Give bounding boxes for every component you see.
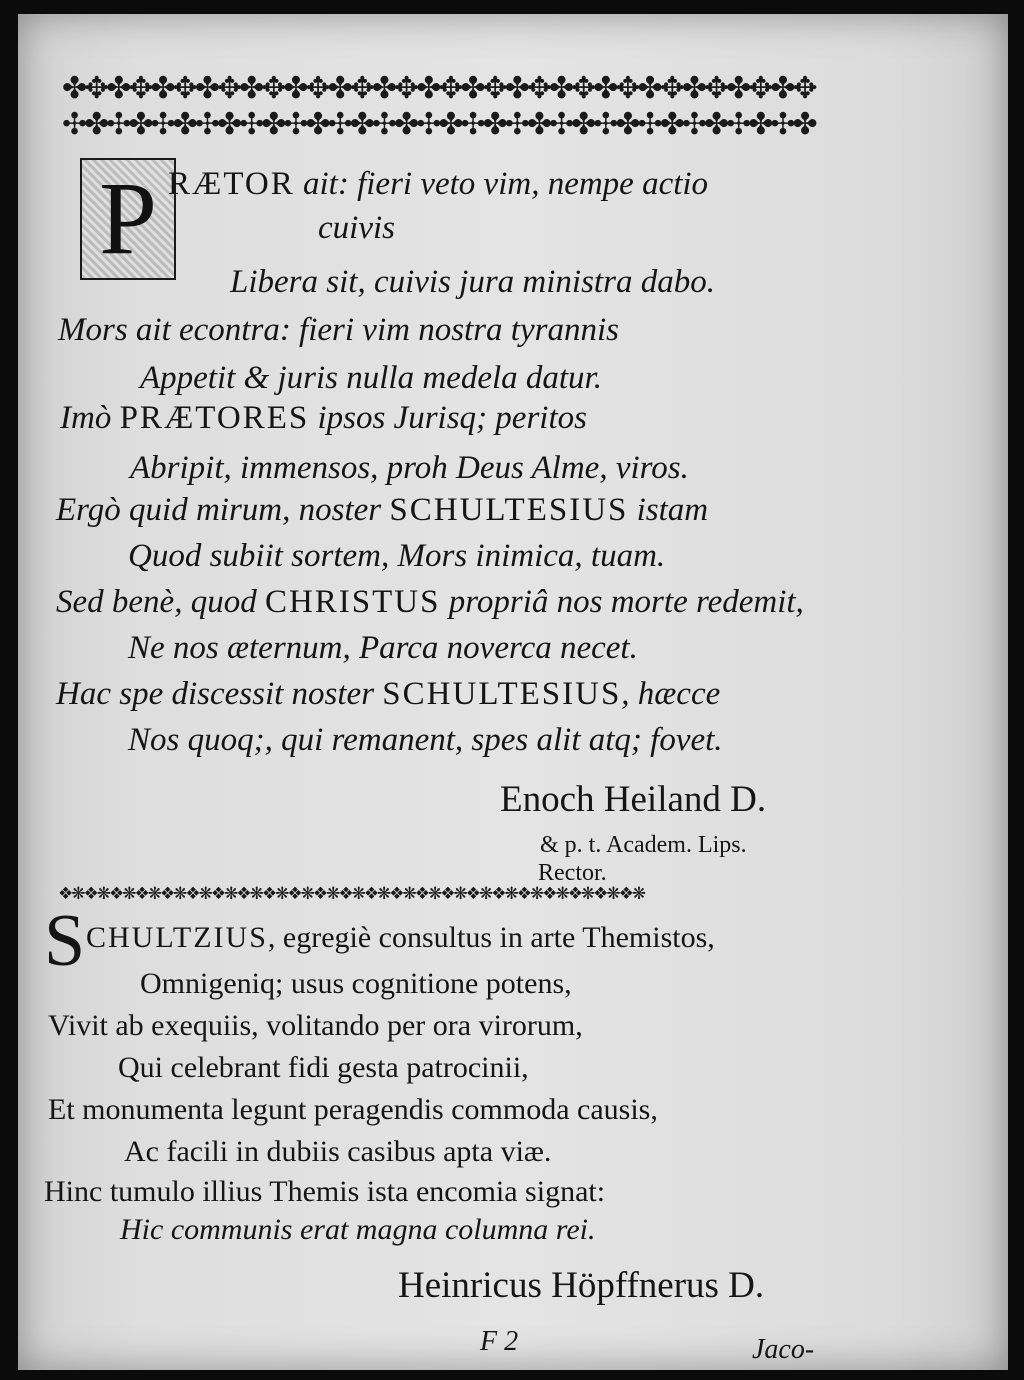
poem1-line-9: Sed benè, quod CHRISTUS propriâ nos morte redemit, [56, 584, 804, 620]
decorated-initial-p: P [80, 158, 176, 280]
poem1-line-1-cont: cuivis [318, 210, 395, 246]
poem2-line-2: Omnigeniq; usus cognitione potens, [140, 967, 572, 1000]
poem1-line-5: Imò PRÆTORES ipsos Jurisq; peritos [60, 400, 587, 436]
poem1-line-10: Ne nos æternum, Parca noverca necet. [128, 630, 638, 666]
poem1-line-8: Quod subiit sortem, Mors inimica, tuam. [128, 538, 666, 574]
poem2-line-8: Hic communis erat magna columna rei. [120, 1213, 596, 1246]
signature-1-affiliation: & p. t. Academ. Lips. [540, 832, 747, 858]
book-page [18, 14, 1008, 1370]
poem1-line-7: Ergò quid mirum, noster SCHULTESIUS istam [56, 492, 709, 528]
poem2-line-1: CHULTZIUS, egregiè consultus in arte Themistos, [86, 921, 715, 954]
poem1-line-2: Libera sit, cuivis jura ministra dabo. [230, 264, 715, 300]
poem1-line-3: Mors ait econtra: fieri vim nostra tyrannis [58, 312, 619, 348]
poem2-line-4: Qui celebrant fidi gesta patrocinii, [118, 1051, 529, 1084]
poem1-line-6: Abripit, immensos, proh Deus Alme, viros. [130, 450, 689, 486]
poem1-line-11: Hac spe discessit noster SCHULTESIUS, hæcce [56, 676, 721, 712]
poem1-line-12: Nos quoq;, qui remanent, spes alit atq; fovet. [128, 722, 723, 758]
signature-1-name: Enoch Heiland D. [500, 779, 767, 820]
poem2-line-5: Et monumenta legunt peragendis commoda causis, [48, 1093, 658, 1126]
divider-ornament: ❖❋❖❋❖❋❖❋❖❋❖❋❖❋❖❋❖❋❖❋❖❋❖❋❖❋❖❋❖❋❖❋❖❋❖❋❖❋❖❋❖❋❖❋❖❋ [58, 884, 645, 904]
signature-mark: F 2 [480, 1326, 519, 1357]
head-ornament-row-1: ✤✥✤✥✤✥✤✥✤✥✤✥✤✥✤✥✤✥✤✥✤✥✤✥✤✥✤✥✤✥✤✥✤✥ [62, 72, 815, 106]
signature-2-name: Heinricus Höpffnerus D. [398, 1265, 765, 1306]
head-ornament-row-2: ✣✤✣✤✣✤✣✤✣✤✣✤✣✤✣✤✣✤✣✤✣✤✣✤✣✤✣✤✣✤✣✤✣✤ [62, 108, 815, 142]
initial-s: S [44, 900, 86, 982]
poem1-line-1: RÆTOR ait: fieri veto vim, nempe actio [168, 166, 709, 202]
poem2-line-3: Vivit ab exequiis, volitando per ora virorum, [48, 1009, 583, 1042]
signature-1-title: Rector. [538, 860, 607, 886]
catchword: Jaco- [752, 1334, 815, 1365]
poem2-line-7: Hinc tumulo illius Themis ista encomia signat: [44, 1175, 606, 1208]
poem2-line-6: Ac facili in dubiis casibus apta viæ. [124, 1135, 552, 1168]
poem1-line-4: Appetit & juris nulla medela datur. [140, 360, 602, 396]
